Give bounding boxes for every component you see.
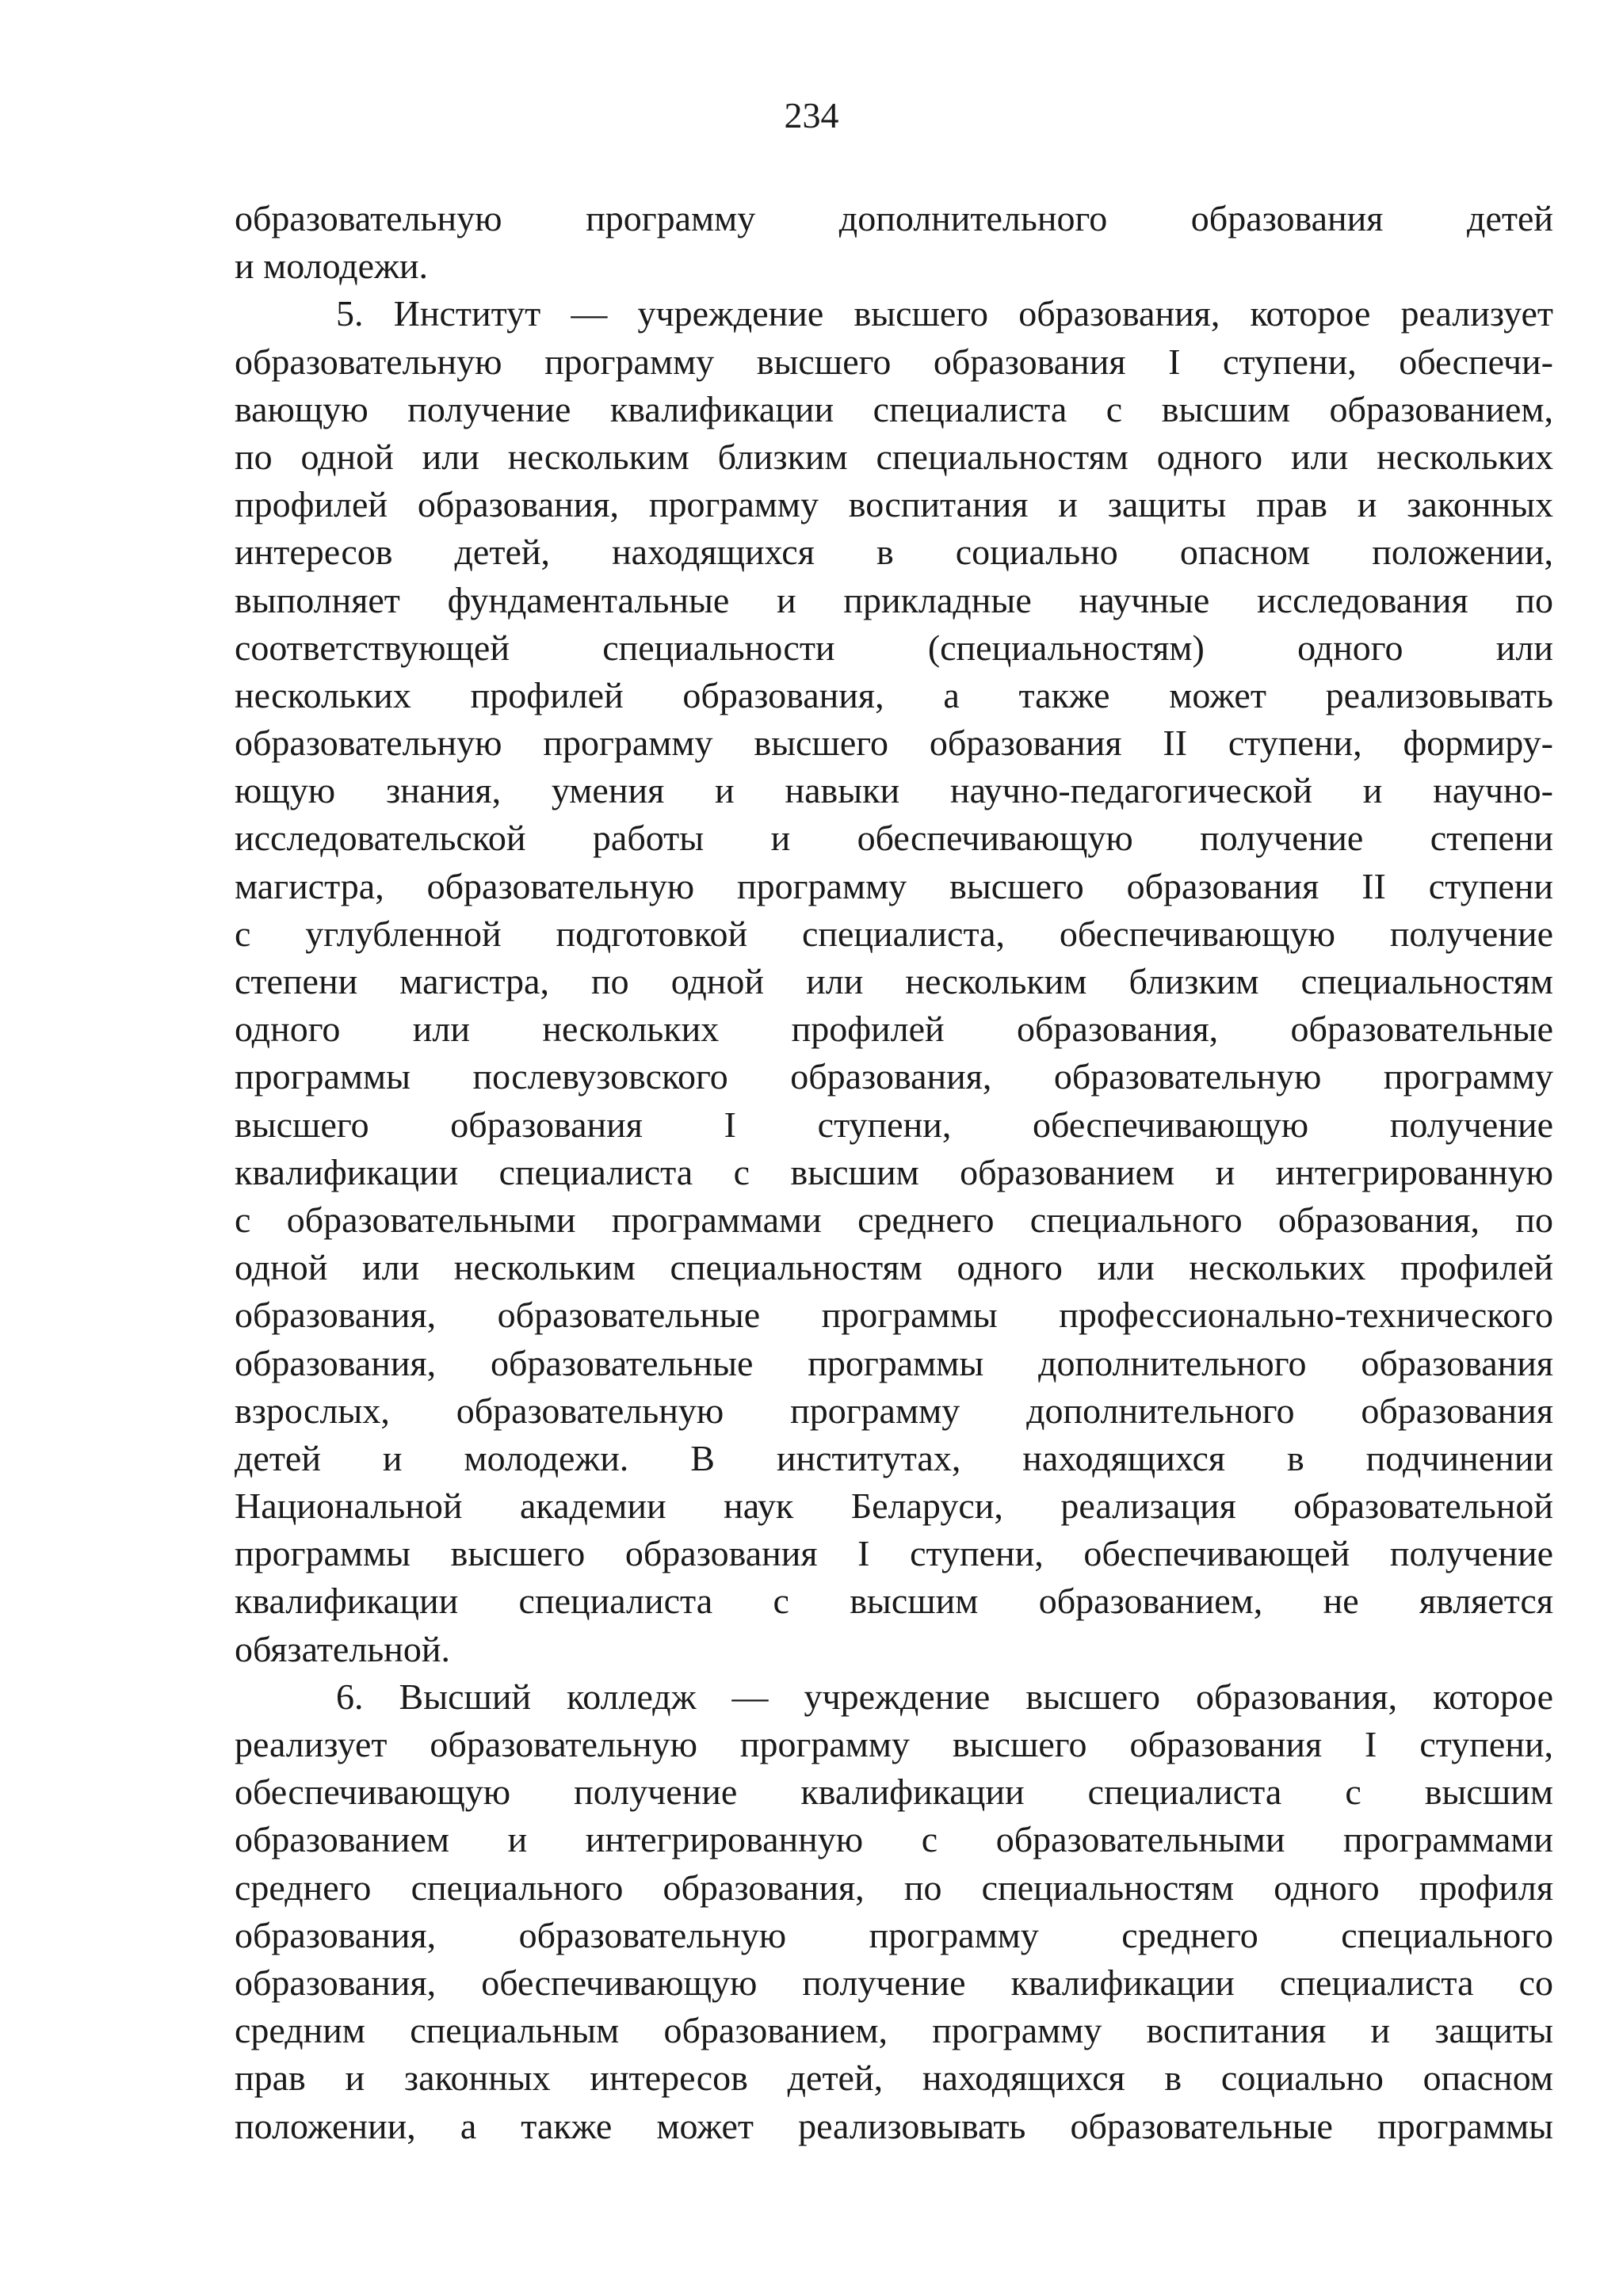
text-line: вающую получение квалификации специалиста с высшим образованием,	[235, 388, 1553, 429]
text-line: ющую знания, умения и навыки научно-педагогической и научно-	[235, 770, 1553, 811]
text-line: средним специальным образованием, программу воспитания и защиты	[235, 2010, 1553, 2051]
text-line: одного или нескольких профилей образования, образовательные	[235, 1009, 1553, 1050]
text-line: соответствующей специальности (специальностям) одного или	[235, 627, 1553, 668]
text-line: обеспечивающую получение квалификации специалиста с высшим	[235, 1772, 1553, 1813]
body-text	[235, 195, 1553, 2150]
text-line: исследовательской работы и обеспечивающую получение степени	[235, 818, 1553, 859]
text-line: по одной или нескольким близким специальностям одного или нескольких	[235, 436, 1553, 477]
text-line: программы высшего образования I ступени, обеспечивающей получение	[235, 1533, 1553, 1574]
text-line: детей и молодежи. В институтах, находящихся в подчинении	[235, 1437, 1553, 1478]
text-line: 6. Высший колледж — учреждение высшего образования, которое	[336, 1676, 1553, 1717]
text-line: взрослых, образовательную программу дополнительного образования	[235, 1390, 1553, 1431]
text-line: образования, образовательную программу среднего специального	[235, 1914, 1553, 1955]
text-line: образования, образовательные программы дополнительного образования	[235, 1342, 1553, 1383]
text-line: образовательную программу высшего образования I ступени, обеспечи-	[235, 341, 1553, 382]
text-line: программы послевузовского образования, образовательную программу	[235, 1056, 1553, 1097]
text-line: среднего специального образования, по специальностям одного профиля	[235, 1867, 1553, 1908]
text-line: магистра, образовательную программу высшего образования II ступени	[235, 865, 1553, 906]
text-line: 5. Институт — учреждение высшего образования, которое реализует	[336, 293, 1553, 334]
text-line: интересов детей, находящихся в социально опасном положении,	[235, 532, 1553, 573]
text-line: с образовательными программами среднего специального образования, по	[235, 1199, 1553, 1240]
text-line: образованием и интегрированную с образовательными программами	[235, 1819, 1553, 1860]
text-line: высшего образования I ступени, обеспечивающую получение	[235, 1104, 1553, 1145]
text-line: и молодежи.	[235, 246, 428, 287]
text-line: образовательную программу дополнительного образования детей	[235, 198, 1553, 238]
text-line: с углубленной подготовкой специалиста, обеспечивающую получение	[235, 913, 1553, 954]
text-line: степени магистра, по одной или нескольким близким специальностям	[235, 961, 1553, 1001]
text-line: квалификации специалиста с высшим образованием и интегрированную	[235, 1151, 1553, 1192]
text-line: положении, а также может реализовывать образовательные программы	[235, 2105, 1553, 2146]
text-line: обязательной.	[235, 1628, 451, 1669]
text-line: образовательную программу высшего образования II ступени, формиру-	[235, 723, 1553, 764]
text-line: образования, образовательные программы профессионально-технического	[235, 1295, 1553, 1336]
text-line: нескольких профилей образования, а также может реализовывать	[235, 674, 1553, 715]
text-line: выполняет фундаментальные и прикладные научные исследования по	[235, 579, 1553, 620]
page-number: 234	[784, 95, 839, 135]
text-line: одной или нескольким специальностям одного или нескольких профилей	[235, 1247, 1553, 1288]
text-line: реализует образовательную программу высшего образования I ступени,	[235, 1724, 1553, 1764]
text-line: прав и законных интересов детей, находящихся в социально опасном	[235, 2058, 1553, 2099]
text-line: квалификации специалиста с высшим образованием, не является	[235, 1581, 1553, 1622]
text-line: профилей образования, программу воспитания и защиты прав и законных	[235, 484, 1553, 525]
text-line: Национальной академии наук Беларуси, реализация образовательной	[235, 1486, 1553, 1527]
text-line: образования, обеспечивающую получение квалификации специалиста со	[235, 1962, 1553, 2003]
